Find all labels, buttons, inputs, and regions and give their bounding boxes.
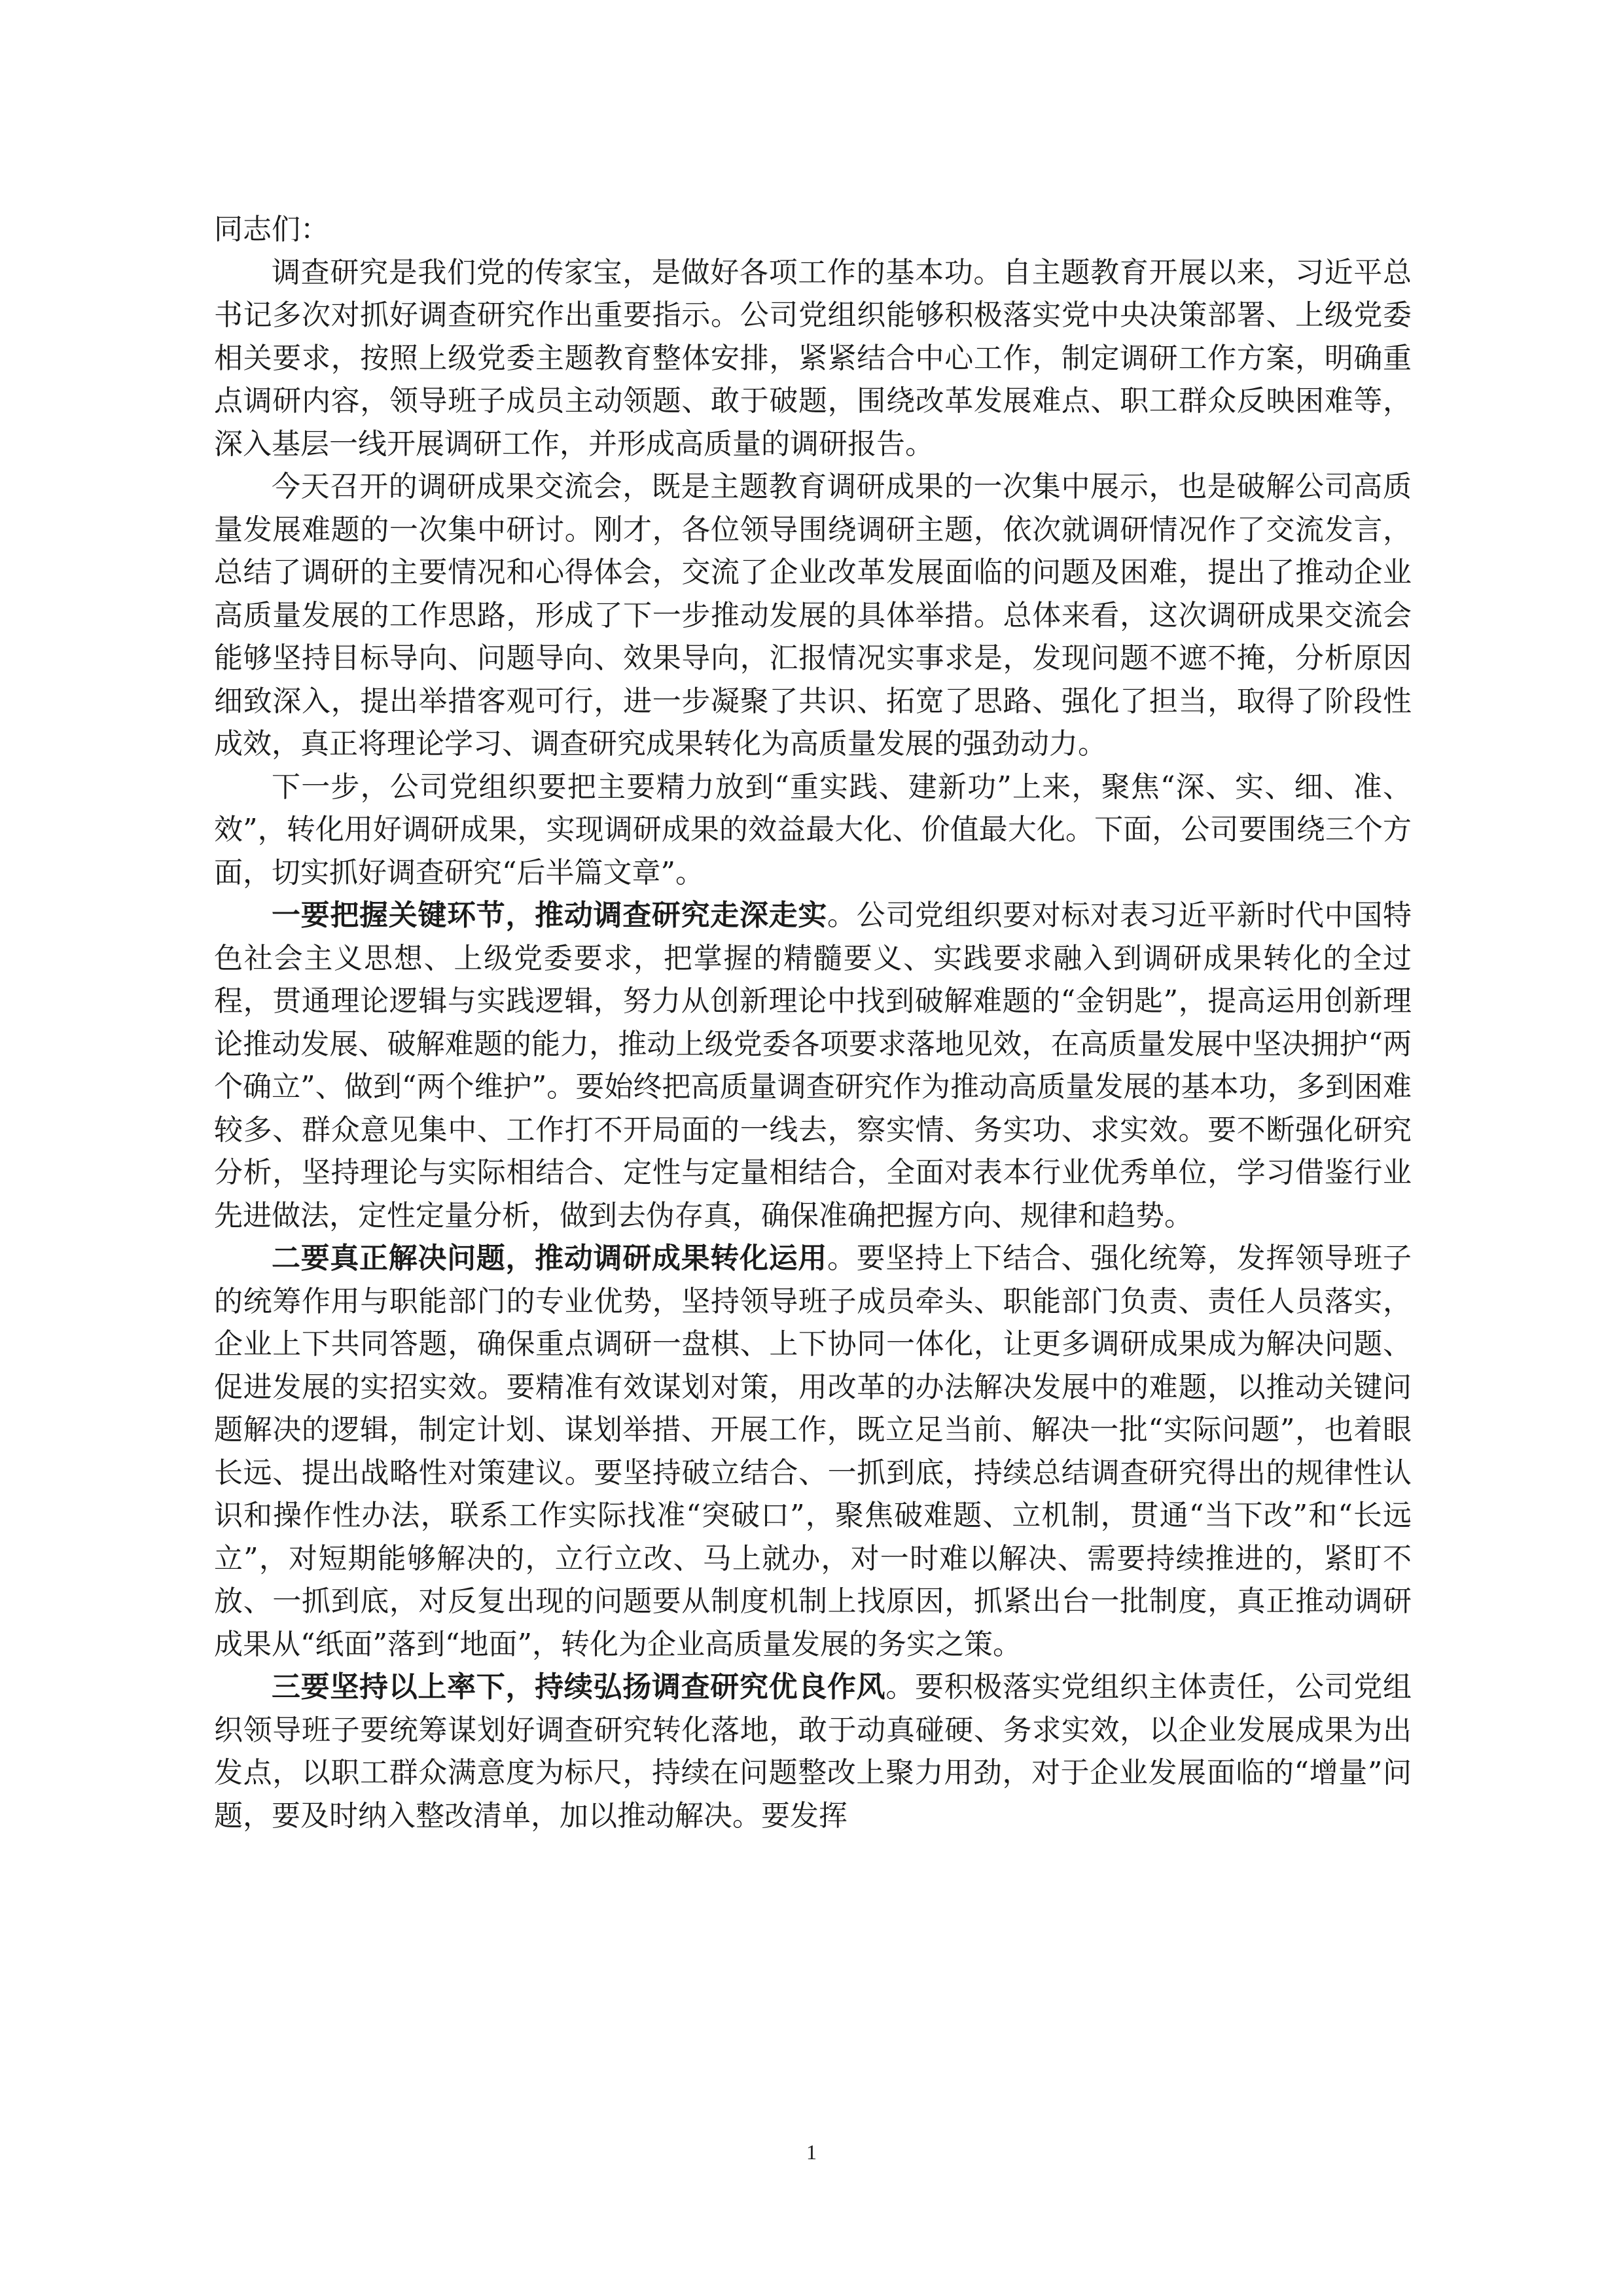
paragraph-text: 调查研究是我们党的传家宝，是做好各项工作的基本功。自主题教育开展以来，习近平总书记多次对抓好调查研究作出重要指示。公司党组织能够积极落实党中央决策部署、上级党委相关要求，按照上级党委主题教育整体安排，紧紧结合中心工作，制定调研工作方案，明确重点调研内容，领导班子成员主动领题、敢于破题，围绕改革发展难点、职工群众反映困难等，深入基层一线开展调研工作，并形成高质量的调研报告。 [214,255,1412,461]
page-number: 1 [806,2140,817,2164]
paragraph-3 [214,766,1412,895]
paragraph-6 [214,1666,1412,1837]
paragraph-2 [214,465,1412,766]
paragraph-text: 今天召开的调研成果交流会，既是主题教育调研成果的一次集中展示，也是破解公司高质量发展难题的一次集中研讨。刚才，各位领导围绕调研主题，依次就调研情况作了交流发言，总结了调研的主要情况和心得体会，交流了企业改革发展面临的问题及困难，提出了推动企业高质量发展的工作思路，形成了下一步推动发展的具体举措。总体来看，这次调研成果交流会能够坚持目标导向、问题导向、效果导向，汇报情况实事求是，发现问题不遮不掩，分析原因细致深入，提出举措客观可行，进一步凝聚了共识、拓宽了思路、强化了担当，取得了阶段性成效，真正将理论学习、调查研究成果转化为高质量发展的强劲动力。 [214,470,1412,761]
paragraph-text: 。公司党组织要对标对表习近平新时代中国特色社会主义思想、上级党委要求，把掌握的精髓要义、实践要求融入到调研成果转化的全过程，贯通理论逻辑与实践逻辑，努力从创新理论中找到破解难题的“金钥匙”，提高运用创新理论推动发展、破解难题的能力，推动上级党委各项要求落地见效，在高质量发展中坚决拥护“两个确立”、做到“两个维护”。要始终把高质量调查研究作为推动高质量发展的基本功，多到困难较多、群众意见集中、工作打不开局面的一线去，察实情、务实功、求实效。要不断强化研究分析，坚持理论与实际相结合、定性与定量相结合，全面对表本行业优秀单位，学习借鉴行业先进做法，定性定量分析，做到去伪存真，确保准确把握方向、规律和趋势。 [214,899,1412,1232]
salutation: 同志们： [214,213,329,246]
document-body [214,208,1412,1837]
paragraph-1 [214,251,1412,466]
paragraph-lead: 二要真正解决问题，推动调研成果转化运用 [272,1242,827,1275]
paragraph-text: 。要坚持上下结合、强化统筹，发挥领导班子的统筹作用与职能部门的专业优势，坚持领导班子成员牵头、职能部门负责、责任人员落实，企业上下共同答题，确保重点调研一盘棋、上下协同一体化，让更多调研成果成为解决问题、促进发展的实招实效。要精准有效谋划对策，用改革的办法解决发展中的难题，以推动关键问题解决的逻辑，制定计划、谋划举措、开展工作，既立足当前、解决一批“实际问题”，也着眼长远、提出战略性对策建议。要坚持破立结合、一抓到底，持续总结调查研究得出的规律性认识和操作性办法，联系工作实际找准“突破口”，聚焦破难题、立机制，贯通“当下改”和“长远立”，对短期能够解决的，立行立改、马上就办，对一时难以解决、需要持续推进的，紧盯不放、一抓到底，对反复出现的问题要从制度机制上找原因，抓紧出台一批制度，真正推动调研成果从“纸面”落到“地面”，转化为企业高质量发展的务实之策。 [214,1242,1412,1661]
paragraph-lead: 一要把握关键环节，推动调查研究走深走实 [272,899,827,932]
paragraph-5 [214,1237,1412,1666]
paragraph-text: 。要积极落实党组织主体责任，公司党组织领导班子要统筹谋划好调查研究转化落地，敢于动真碰硬、务求实效，以企业发展成果为出发点，以职工群众满意度为标尺，持续在问题整改上聚力用劲，对于企业发展面临的“增量”问题，要及时纳入整改清单，加以推动解决。要发挥 [214,1670,1412,1833]
paragraph-lead: 三要坚持以上率下，持续弘扬调查研究优良作风 [272,1670,886,1704]
paragraph-text: 下一步，公司党组织要把主要精力放到“重实践、建新功”上来，聚焦“深、实、细、准、效”，转化用好调研成果，实现调研成果的效益最大化、价值最大化。下面，公司要围绕三个方面，切实抓好调查研究“后半篇文章”。 [214,770,1412,889]
paragraph-4 [214,894,1412,1237]
